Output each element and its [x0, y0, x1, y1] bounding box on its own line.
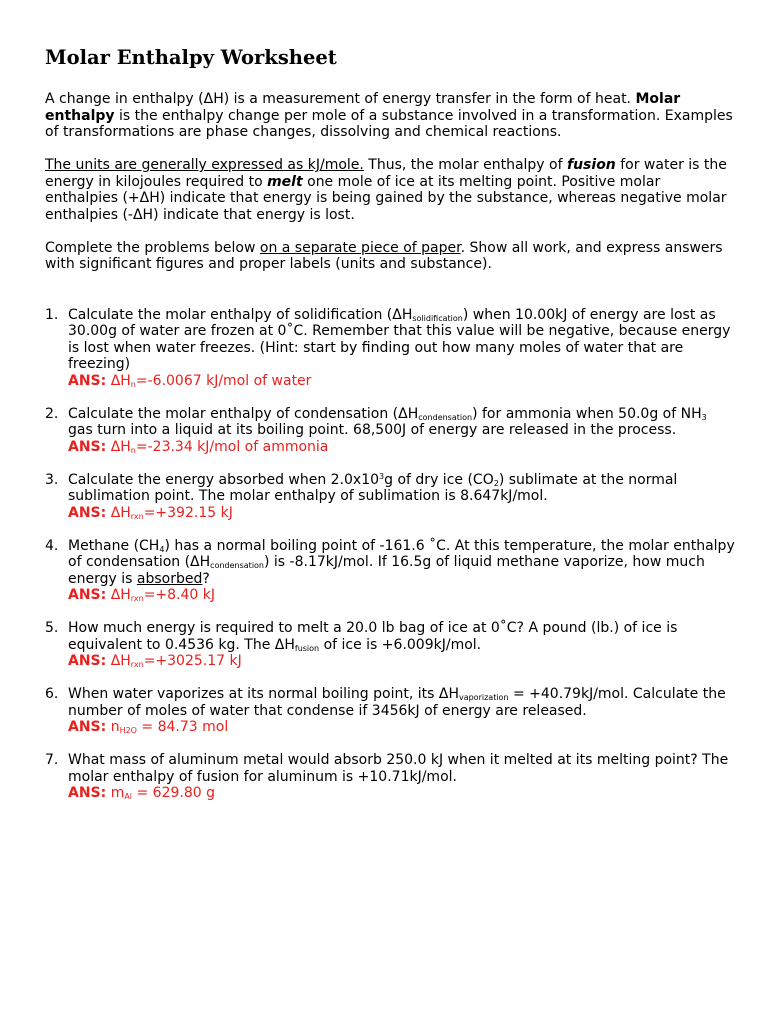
- intro-bold-term: Molar enthalpy: [45, 91, 681, 124]
- problem-question: Calculate the molar enthalpy of solidification $(\Delta H_{solidification})$ when 10.00kJ of energy are lost as 30.00g of water are frozen at 0˚C. Remember that this value will be negative, because energy is lost when water freezes. (Hint: start by finding out how many moles of water that are freezing): [68, 306, 731, 372]
- problem-item: [45, 307, 735, 390]
- problem-answer: ANS: $\Delta H_n=-23.34$ kJ/mol of ammonia: [68, 438, 329, 455]
- separate-paper-note: on a separate piece of paper: [259, 239, 461, 256]
- problem-number: 3.: [45, 471, 59, 488]
- units-note: The units are generally expressed as kJ/mole.: [45, 157, 364, 173]
- problem-number: 7.: [45, 752, 59, 768]
- intro-text: one mole of ice at its melting point. Positive molar enthalpies (+ΔH) indicate that energy is being gained by the substance, whereas negative molar enthalpies (-ΔH) indicate that energy is lost.: [45, 173, 727, 223]
- problem-item: [45, 620, 735, 670]
- ans-label: ANS:: [68, 719, 107, 735]
- intro-text: for water is the energy in kilojoules required to: [45, 157, 727, 190]
- absorbed-emphasis: absorbed: [136, 570, 203, 587]
- ans-label: ANS:: [68, 785, 107, 801]
- melt-term: melt: [267, 173, 303, 190]
- problem-number: 6.: [45, 686, 59, 702]
- problem-number: 5.: [45, 620, 59, 636]
- problem-answer: ANS: $\Delta H_n=-6.0067$ kJ/mol of water: [68, 372, 312, 389]
- ans-label: ANS:: [68, 653, 107, 669]
- problem-question: Calculate the molar enthalpy of condensation $(\Delta H_{condensation})$ for ammonia when 50.0g of $NH_3$ gas turn into a liquid at its boiling point. 68,500J of energy are released in the process.: [68, 405, 707, 438]
- problem-item: [45, 686, 735, 736]
- ans-label: ANS:: [68, 372, 107, 389]
- instructions-text: Complete the problems below: [45, 239, 260, 256]
- problem-question: Methane $(CH_4)$ has a normal boiling point of -161.6 ˚C. At this temperature, the molar enthalpy of condensation $(\Delta H_{condensation})$ is -8.17kJ/mol. If 16.5g of liquid methane vaporize, how much energy is absorbed?: [68, 537, 735, 587]
- problem-number: 4.: [45, 537, 59, 554]
- ans-label: ANS:: [68, 587, 107, 603]
- problem-item: [45, 538, 735, 604]
- problem-list: [45, 307, 735, 802]
- problem-question: What mass of aluminum metal would absorb 250.0 kJ when it melted at its melting point? The molar enthalpy of fusion for aluminum is +10.71kJ/mol.: [68, 752, 729, 785]
- problem-number: 1.: [45, 306, 59, 323]
- intro-paragraph-1: [45, 91, 735, 141]
- problem-question: Calculate the energy absorbed when $2.0x10^3g$ of dry ice $(CO_2)$ sublimate at the normal sublimation point. The molar enthalpy of sublimation is 8.647kJ/mol.: [68, 471, 678, 504]
- intro-text: A change in enthalpy (ΔH) is a measurement of energy transfer in the form of heat.: [45, 91, 636, 107]
- problem-item: [45, 472, 735, 522]
- page-title: Molar Enthalpy Worksheet: [45, 46, 337, 69]
- problem-item: [45, 406, 735, 456]
- problem-answer: ANS: $n_{H2O} = 84.73$ mol: [68, 719, 229, 735]
- intro-text: is the enthalpy change per mole of a substance involved in a transformation. Examples of transformations are phase changes, dissolving and chemical reactions.: [45, 107, 733, 140]
- problem-answer: ANS: $\Delta H_{rxn}=+3025.17$ kJ: [68, 653, 242, 669]
- problem-answer: ANS: $m_{Al} = 629.80$ g: [68, 785, 215, 801]
- problem-question: How much energy is required to melt a 20.0 lb bag of ice at 0˚C? A pound (lb.) of ice is equivalent to 0.4536 kg. The $\Delta H_{fusion}$ of ice is +6.009kJ/mol.: [68, 620, 678, 653]
- ans-label: ANS:: [68, 504, 107, 521]
- problem-number: 2.: [45, 405, 59, 422]
- fusion-term: fusion: [567, 157, 616, 173]
- intro-paragraph-2: [45, 157, 735, 223]
- worksheet-page: [45, 46, 735, 818]
- problem-answer: ANS: $\Delta H_{rxn}=+8.40$ kJ: [68, 587, 216, 603]
- intro-text: Thus, the molar enthalpy of: [363, 157, 567, 173]
- problem-item: [45, 752, 735, 802]
- problem-question: When water vaporizes at its normal boiling point, its $\Delta H_{vaporization} = +40.79kJ/mol$. Calculate the number of moles of water that condense if 3456kJ of energy are released.: [68, 686, 726, 719]
- instructions-paragraph: [45, 240, 735, 273]
- problem-answer: ANS: $\Delta H_{rxn}=+392.15$ kJ: [68, 504, 233, 521]
- instructions-text: . Show all work, and express answers with significant figures and proper labels (units and substance).: [45, 239, 723, 272]
- ans-label: ANS:: [68, 438, 107, 455]
